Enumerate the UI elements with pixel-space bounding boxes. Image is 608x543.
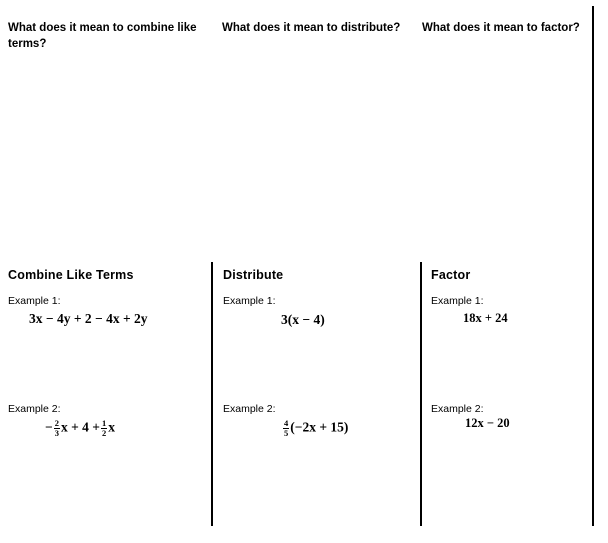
expression-middle: x + 4 + — [60, 419, 100, 435]
combine-example1-expression: 3x − 4y + 2 − 4x + 2y — [29, 311, 148, 326]
distribute-example1-expression: 3(x − 4) — [281, 312, 325, 327]
combine-example1-label: Example 1: — [8, 295, 61, 307]
combine-example2-expression — [45, 419, 115, 438]
fraction-one-half: $\frac{1}{2}$ — [101, 418, 107, 438]
combine-example2-label: Example 2: — [8, 403, 61, 415]
column-divider-left — [211, 262, 213, 526]
distribute-example2-expression — [282, 419, 348, 438]
fraction-two-thirds: $\frac{2}{3}$ — [54, 418, 59, 438]
question-distribute: What does it mean to distribute? — [222, 22, 401, 34]
heading-combine-like-terms: Combine Like Terms — [8, 268, 134, 282]
expression-tail: x — [108, 419, 115, 435]
distribute-example1-label: Example 1: — [223, 295, 276, 307]
heading-factor: Factor — [431, 268, 471, 282]
factor-example2-expression: 12x − 20 — [465, 416, 510, 430]
factor-example1-label: Example 1: — [431, 295, 484, 307]
column-divider-right — [420, 262, 422, 526]
page-right-border — [592, 6, 594, 526]
factor-example1-expression: 18x + 24 — [463, 311, 508, 325]
question-combine-like-terms: What does it mean to combine like terms? — [8, 22, 197, 50]
fraction-four-fifths: $\frac{4}{5}$ — [284, 418, 289, 438]
heading-distribute: Distribute — [223, 268, 284, 282]
minus-sign: − — [45, 419, 53, 435]
expression-parenthetical: (−2x + 15) — [290, 419, 349, 435]
question-factor: What does it mean to factor? — [422, 22, 580, 34]
factor-example2-label: Example 2: — [431, 403, 484, 415]
distribute-example2-label: Example 2: — [223, 403, 276, 415]
